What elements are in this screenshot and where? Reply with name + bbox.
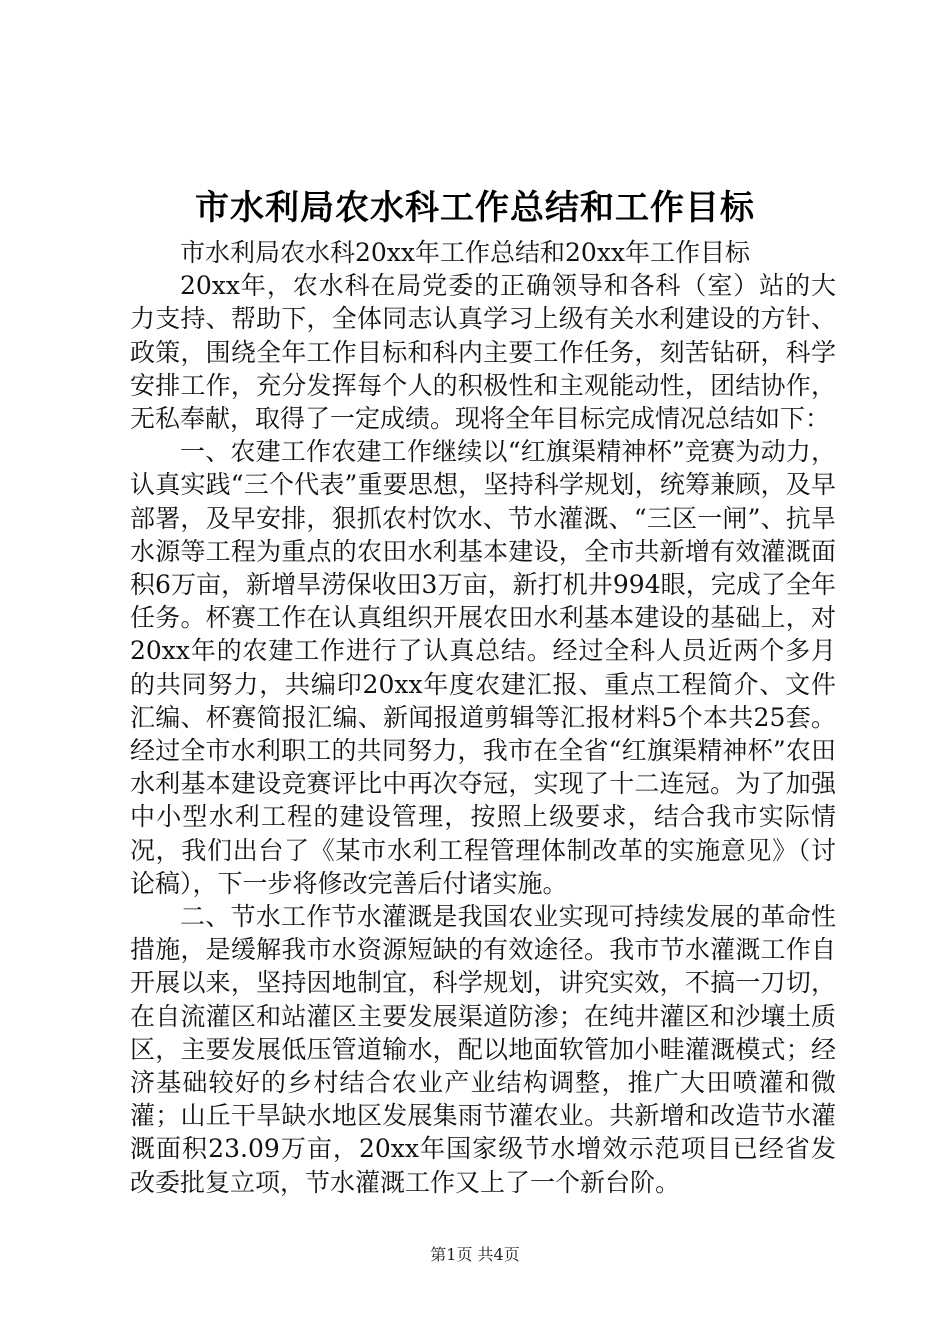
page-number-footer: 第1页 共4页	[430, 1245, 520, 1264]
document-body	[130, 236, 836, 1199]
water-saving-paragraph: 二、节水工作节水灌溉是我国农业实现可持续发展的革命性措施，是缓解我市水资源短缺的有效途径。我市节水灌溉工作自开展以来，坚持因地制宜，科学规划，讲究实效，不搞一刀切，在自流灌区和站灌区主要发展渠道防渗；在纯井灌区和沙壤土质区，主要发展低压管道输水，配以地面软管加小畦灌溉模式；经济基础较好的乡村结合农业产业结构调整，推广大田喷灌和微灌；山丘干旱缺水地区发展集雨节灌农业。共新增和改造节水灌溉面积23.09万亩，20xx年国家级节水增效示范项目已经省发改委批复立项，节水灌溉工作又上了一个新台阶。	[130, 902, 836, 1197]
intro-paragraph: 20xx年，农水科在局党委的正确领导和各科（室）站的大力支持、帮助下，全体同志认真学习上级有关水利建设的方针、政策，围绕全年工作目标和科内主要工作任务，刻苦钻研，科学安排工作，充分发挥每个人的积极性和主观能动性，团结协作，无私奉献，取得了一定成绩。现将全年目标完成情况总结如下：	[130, 271, 836, 434]
document-title: 市水利局农水科工作总结和工作目标	[195, 188, 755, 228]
farmland-construction-paragraph: 一、农建工作农建工作继续以“红旗渠精神杯”竞赛为动力，认真实践“三个代表”重要思想，坚持科学规划，统筹兼顾，及早部署，及早安排，狠抓农村饮水、节水灌溉、“三区一闸”、抗旱水源等工程为重点的农田水利基本建设，全市共新增有效灌溉面积6万亩，新增旱涝保收田3万亩，新打机井994眼，完成了全年任务。杯赛工作在认真组织开展农田水利基本建设的基础上，对20xx年的农建工作进行了认真总结。经过全科人员近两个多月的共同努力，共编印20xx年度农建汇报、重点工程简介、文件汇编、杯赛简报汇编、新闻报道剪辑等汇报材料5个本共25套。经过全市水利职工的共同努力，我市在全省“红旗渠精神杯”农田水利基本建设竞赛评比中再次夺冠，实现了十二连冠。为了加强中小型水利工程的建设管理，按照上级要求，结合我市实际情况，我们出台了《某市水利工程管理体制改革的实施意见》（讨论稿），下一步将修改完善后付诸实施。	[130, 437, 836, 898]
subtitle-paragraph: 市水利局农水科20xx年工作总结和20xx年工作目标	[180, 238, 751, 267]
